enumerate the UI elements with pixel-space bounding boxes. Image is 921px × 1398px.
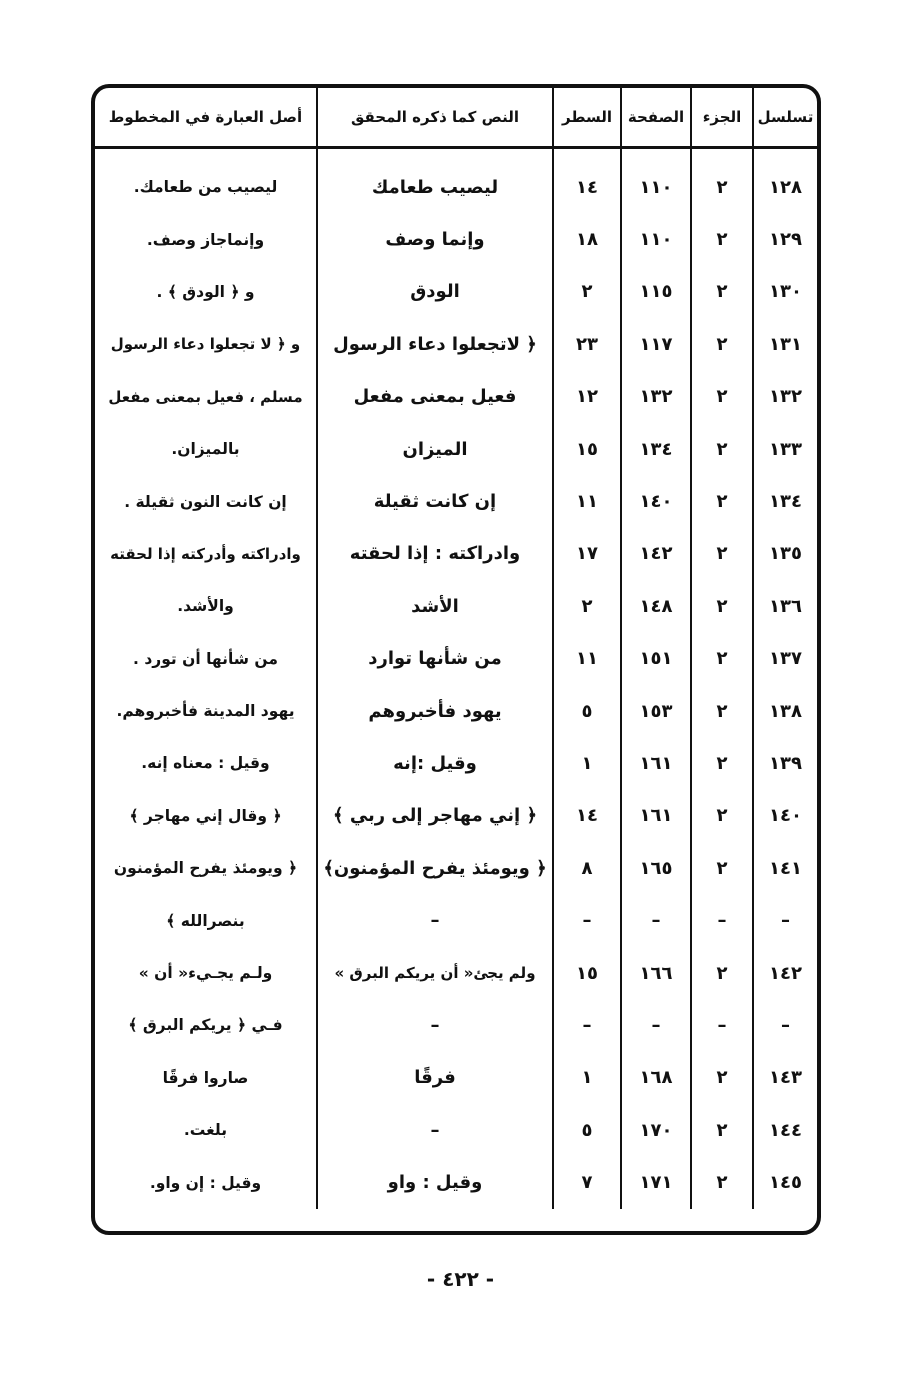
page-cell: ١٤٨ (621, 580, 691, 632)
manuscript-text-cell: صاروا فرقًا (162, 1068, 249, 1087)
serial-cell: ١٣٣ (753, 423, 817, 475)
editor-text-cell: – (317, 894, 553, 946)
header-manuscript-text: أصل العبارة في المخطوط (95, 88, 317, 148)
line-cell: ١٤ (553, 790, 621, 842)
page-cell: ١٧٠ (621, 1104, 691, 1156)
table-row (95, 423, 817, 475)
line-cell: – (553, 999, 621, 1051)
editor-text-cell: – (317, 1104, 553, 1156)
manuscript-text-cell: والأشد. (177, 597, 234, 616)
table-row (95, 1052, 817, 1104)
serial-cell: ١٤٣ (753, 1052, 817, 1104)
manuscript-text-cell: ﴿ ويومئذ يفرح المؤمنون (113, 859, 298, 878)
table-row (95, 1156, 817, 1208)
part-cell: ٢ (691, 842, 753, 894)
part-cell: ٢ (691, 1052, 753, 1104)
collation-table (95, 88, 817, 1209)
manuscript-text-cell: بالميزان. (171, 440, 240, 459)
page-cell: ١٣٤ (621, 423, 691, 475)
serial-cell: ١٣٦ (753, 580, 817, 632)
line-cell: ١٥ (553, 947, 621, 999)
serial-cell: ١٣٩ (753, 737, 817, 789)
table-row (95, 1104, 817, 1156)
line-cell: ١٤ (553, 148, 621, 214)
part-cell: ٢ (691, 528, 753, 580)
part-cell: ٢ (691, 148, 753, 214)
page-cell: ١١٠ (621, 213, 691, 265)
editor-text-cell: الأشد (317, 580, 553, 632)
serial-cell: ١٤٤ (753, 1104, 817, 1156)
part-cell: ٢ (691, 633, 753, 685)
line-cell: ٥ (553, 685, 621, 737)
manuscript-text-cell: من شأنها أن تورد . (133, 649, 278, 668)
line-cell: ١٨ (553, 213, 621, 265)
part-cell: ٢ (691, 423, 753, 475)
table-row (95, 894, 817, 946)
page-cell: ١١٠ (621, 148, 691, 214)
page-cell: – (621, 894, 691, 946)
serial-cell: ١٤١ (753, 842, 817, 894)
part-cell: ٢ (691, 580, 753, 632)
manuscript-text-cell: فـي ﴿ يريكم البرق ﴾ (128, 1016, 283, 1035)
page-cell: ١٤٠ (621, 475, 691, 527)
page-cell: ١١٥ (621, 266, 691, 318)
line-cell: ١٢ (553, 371, 621, 423)
manuscript-text-cell: وإنماجاز وصف. (146, 230, 265, 249)
line-cell: ١٧ (553, 528, 621, 580)
part-cell: ٢ (691, 737, 753, 789)
part-cell: ٢ (691, 318, 753, 370)
line-cell: ٧ (553, 1156, 621, 1208)
page-cell: ١٦١ (621, 790, 691, 842)
table-row (95, 737, 817, 789)
line-cell: ٨ (553, 842, 621, 894)
part-cell: ٢ (691, 1156, 753, 1208)
manuscript-text-cell: وقيل : معناه إنه. (141, 754, 270, 773)
part-cell: – (691, 894, 753, 946)
editor-text-cell: ليصيب طعامك (317, 148, 553, 214)
manuscript-text-cell: ﴿ وقال إني مهاجر ﴾ (129, 806, 282, 825)
page-cell: ١٦٥ (621, 842, 691, 894)
page-cell: ١٦١ (621, 737, 691, 789)
editor-text-cell: فعيل بمعنى مفعل (317, 371, 553, 423)
manuscript-text-cell: وادراكته وأدركته إذا لحقته (110, 544, 301, 563)
table-row (95, 790, 817, 842)
part-cell: ٢ (691, 266, 753, 318)
manuscript-text-cell: ليصيب من طعامك. (133, 178, 278, 197)
manuscript-text-cell: إن كانت النون ثقيلة . (124, 492, 287, 511)
table-row (95, 947, 817, 999)
page-cell: ١٥١ (621, 633, 691, 685)
header-line: السطر (553, 88, 621, 148)
manuscript-text-cell: و ﴿ لا تجعلوا دعاء الرسول (110, 335, 301, 354)
page-cell: ١٥٣ (621, 685, 691, 737)
line-cell: ١٥ (553, 423, 621, 475)
serial-cell: ١٣٠ (753, 266, 817, 318)
editor-text-cell: وإنما وصف (317, 213, 553, 265)
editor-text-cell: الميزان (317, 423, 553, 475)
editor-text-cell: فرقًا (317, 1052, 553, 1104)
serial-cell: ١٤٢ (753, 947, 817, 999)
line-cell: ٢ (553, 266, 621, 318)
table-row (95, 580, 817, 632)
line-cell: ١ (553, 737, 621, 789)
serial-cell: ١٤٠ (753, 790, 817, 842)
serial-cell: ١٤٥ (753, 1156, 817, 1208)
serial-cell: ١٣٢ (753, 371, 817, 423)
line-cell: ٥ (553, 1104, 621, 1156)
line-cell: – (553, 894, 621, 946)
manuscript-text-cell: و ﴿ الودق ﴾ . (156, 282, 255, 301)
serial-cell: – (753, 894, 817, 946)
table-frame (91, 84, 821, 1235)
editor-text-cell: ﴿ لاتجعلوا دعاء الرسول (317, 318, 553, 370)
page-cell: ١٣٢ (621, 371, 691, 423)
serial-cell: ١٣١ (753, 318, 817, 370)
line-cell: ١١ (553, 475, 621, 527)
line-cell: ٢٣ (553, 318, 621, 370)
manuscript-text-cell: مسلم ، فعيل بمعنى مفعل (108, 387, 303, 406)
line-cell: ١ (553, 1052, 621, 1104)
editor-text-cell: وادراكته : إذا لحقته (317, 528, 553, 580)
part-cell: ٢ (691, 790, 753, 842)
serial-cell: ١٢٨ (753, 148, 817, 214)
table-row (95, 999, 817, 1051)
table-row (95, 318, 817, 370)
editor-text-cell: الودق (317, 266, 553, 318)
manuscript-text-cell: بنصرالله ﴾ (166, 911, 245, 930)
serial-cell: ١٣٤ (753, 475, 817, 527)
part-cell: ٢ (691, 1104, 753, 1156)
manuscript-text-cell: وقيل : إن واو. (149, 1173, 262, 1192)
table-row (95, 475, 817, 527)
serial-cell: ١٢٩ (753, 213, 817, 265)
table-row (95, 633, 817, 685)
page-cell: ١٧١ (621, 1156, 691, 1208)
part-cell: ٢ (691, 371, 753, 423)
line-cell: ٢ (553, 580, 621, 632)
editor-text-cell: وقيل : واو (317, 1156, 553, 1208)
header-part: الجزء (691, 88, 753, 148)
part-cell: ٢ (691, 475, 753, 527)
table-row (95, 148, 817, 214)
editor-text-cell: إن كانت ثقيلة (317, 475, 553, 527)
page-cell: – (621, 999, 691, 1051)
manuscript-text-cell: يهود المدينة فأخبروهم. (116, 702, 295, 721)
page-cell: ١٤٢ (621, 528, 691, 580)
header-page: الصفحة (621, 88, 691, 148)
part-cell: – (691, 999, 753, 1051)
page-number: - ٤٢٢ - (426, 1267, 495, 1291)
header-editor-text: النص كما ذكره المحقق (317, 88, 553, 148)
editor-text-cell: وقيل :إنه (317, 737, 553, 789)
serial-cell: ١٣٥ (753, 528, 817, 580)
part-cell: ٢ (691, 213, 753, 265)
page-cell: ١١٧ (621, 318, 691, 370)
editor-text-cell: من شأنها توارد (317, 633, 553, 685)
editor-text-cell: ﴿ إني مهاجر إلى ربي ﴾ (317, 790, 553, 842)
header-serial: تسلسل (753, 88, 817, 148)
serial-cell: ١٣٨ (753, 685, 817, 737)
part-cell: ٢ (691, 685, 753, 737)
header-row (95, 88, 817, 148)
table-row (95, 371, 817, 423)
serial-cell: ١٣٧ (753, 633, 817, 685)
manuscript-text-cell: بلغت. (183, 1121, 228, 1140)
table-row (95, 213, 817, 265)
table-row (95, 685, 817, 737)
table-row (95, 528, 817, 580)
page-cell: ١٦٦ (621, 947, 691, 999)
table-row (95, 266, 817, 318)
part-cell: ٢ (691, 947, 753, 999)
page-cell: ١٦٨ (621, 1052, 691, 1104)
editor-text-cell: ﴿ ويومئذ يفرح المؤمنون﴾ (317, 842, 553, 894)
line-cell: ١١ (553, 633, 621, 685)
manuscript-text-cell: ولـم يجـيء« أن » (138, 964, 273, 983)
editor-text-cell: – (317, 999, 553, 1051)
table-row (95, 842, 817, 894)
editor-text-cell: يهود فأخبروهم (317, 685, 553, 737)
editor-text-cell: ولم يجئ« أن يريكم البرق » (317, 947, 553, 999)
serial-cell: – (753, 999, 817, 1051)
